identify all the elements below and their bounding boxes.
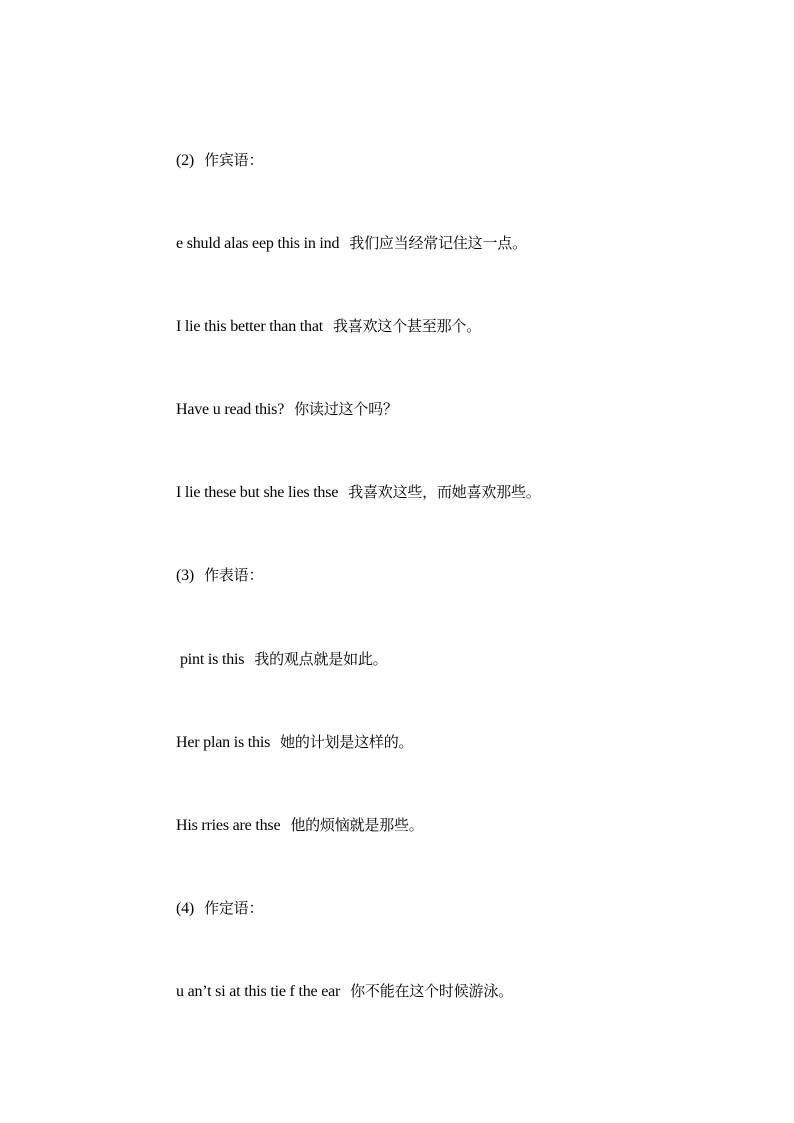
- english-text: e shuld alas eep this in ind: [176, 235, 340, 252]
- section-title: 作定语：: [204, 899, 264, 917]
- english-text: Her plan is this: [176, 734, 271, 751]
- example-sentence: [176, 815, 424, 836]
- chinese-translation: 我的观点就是如此。: [254, 650, 388, 668]
- chinese-translation: 她的计划是这样的。: [280, 733, 414, 751]
- section-number: (3): [176, 567, 195, 584]
- chinese-translation: 我喜欢这个甚至那个。: [333, 317, 482, 335]
- example-sentence: [176, 981, 513, 1002]
- example-sentence: [176, 482, 541, 503]
- section-title: 作表语：: [204, 566, 264, 584]
- english-text: Have u read this?: [176, 401, 285, 418]
- english-text: I lie this better than that: [176, 318, 323, 335]
- section-heading-attributive: [176, 898, 263, 919]
- chinese-translation: 他的烦恼就是那些。: [290, 816, 424, 834]
- section-number: (4): [176, 900, 195, 917]
- section-heading-object: [176, 150, 263, 171]
- english-text: His rries are thse: [176, 817, 281, 834]
- english-text: u an’t si at this tie f the ear: [176, 983, 341, 1000]
- english-text: pint is this: [180, 651, 245, 668]
- english-text: I lie these but she lies thse: [176, 484, 339, 501]
- example-sentence: [176, 732, 413, 753]
- section-title: 作宾语：: [204, 151, 264, 169]
- section-heading-predicative: [176, 565, 263, 586]
- chinese-translation: 你读过这个吗？: [294, 400, 398, 418]
- example-sentence: [180, 649, 387, 670]
- section-number: (2): [176, 152, 195, 169]
- chinese-translation: 你不能在这个时候游泳。: [350, 982, 513, 1000]
- example-sentence: [176, 399, 398, 420]
- example-sentence: [176, 233, 527, 254]
- example-sentence: [176, 316, 481, 337]
- chinese-translation: 我喜欢这些，而她喜欢那些。: [348, 483, 541, 501]
- chinese-translation: 我们应当经常记住这一点。: [349, 234, 527, 252]
